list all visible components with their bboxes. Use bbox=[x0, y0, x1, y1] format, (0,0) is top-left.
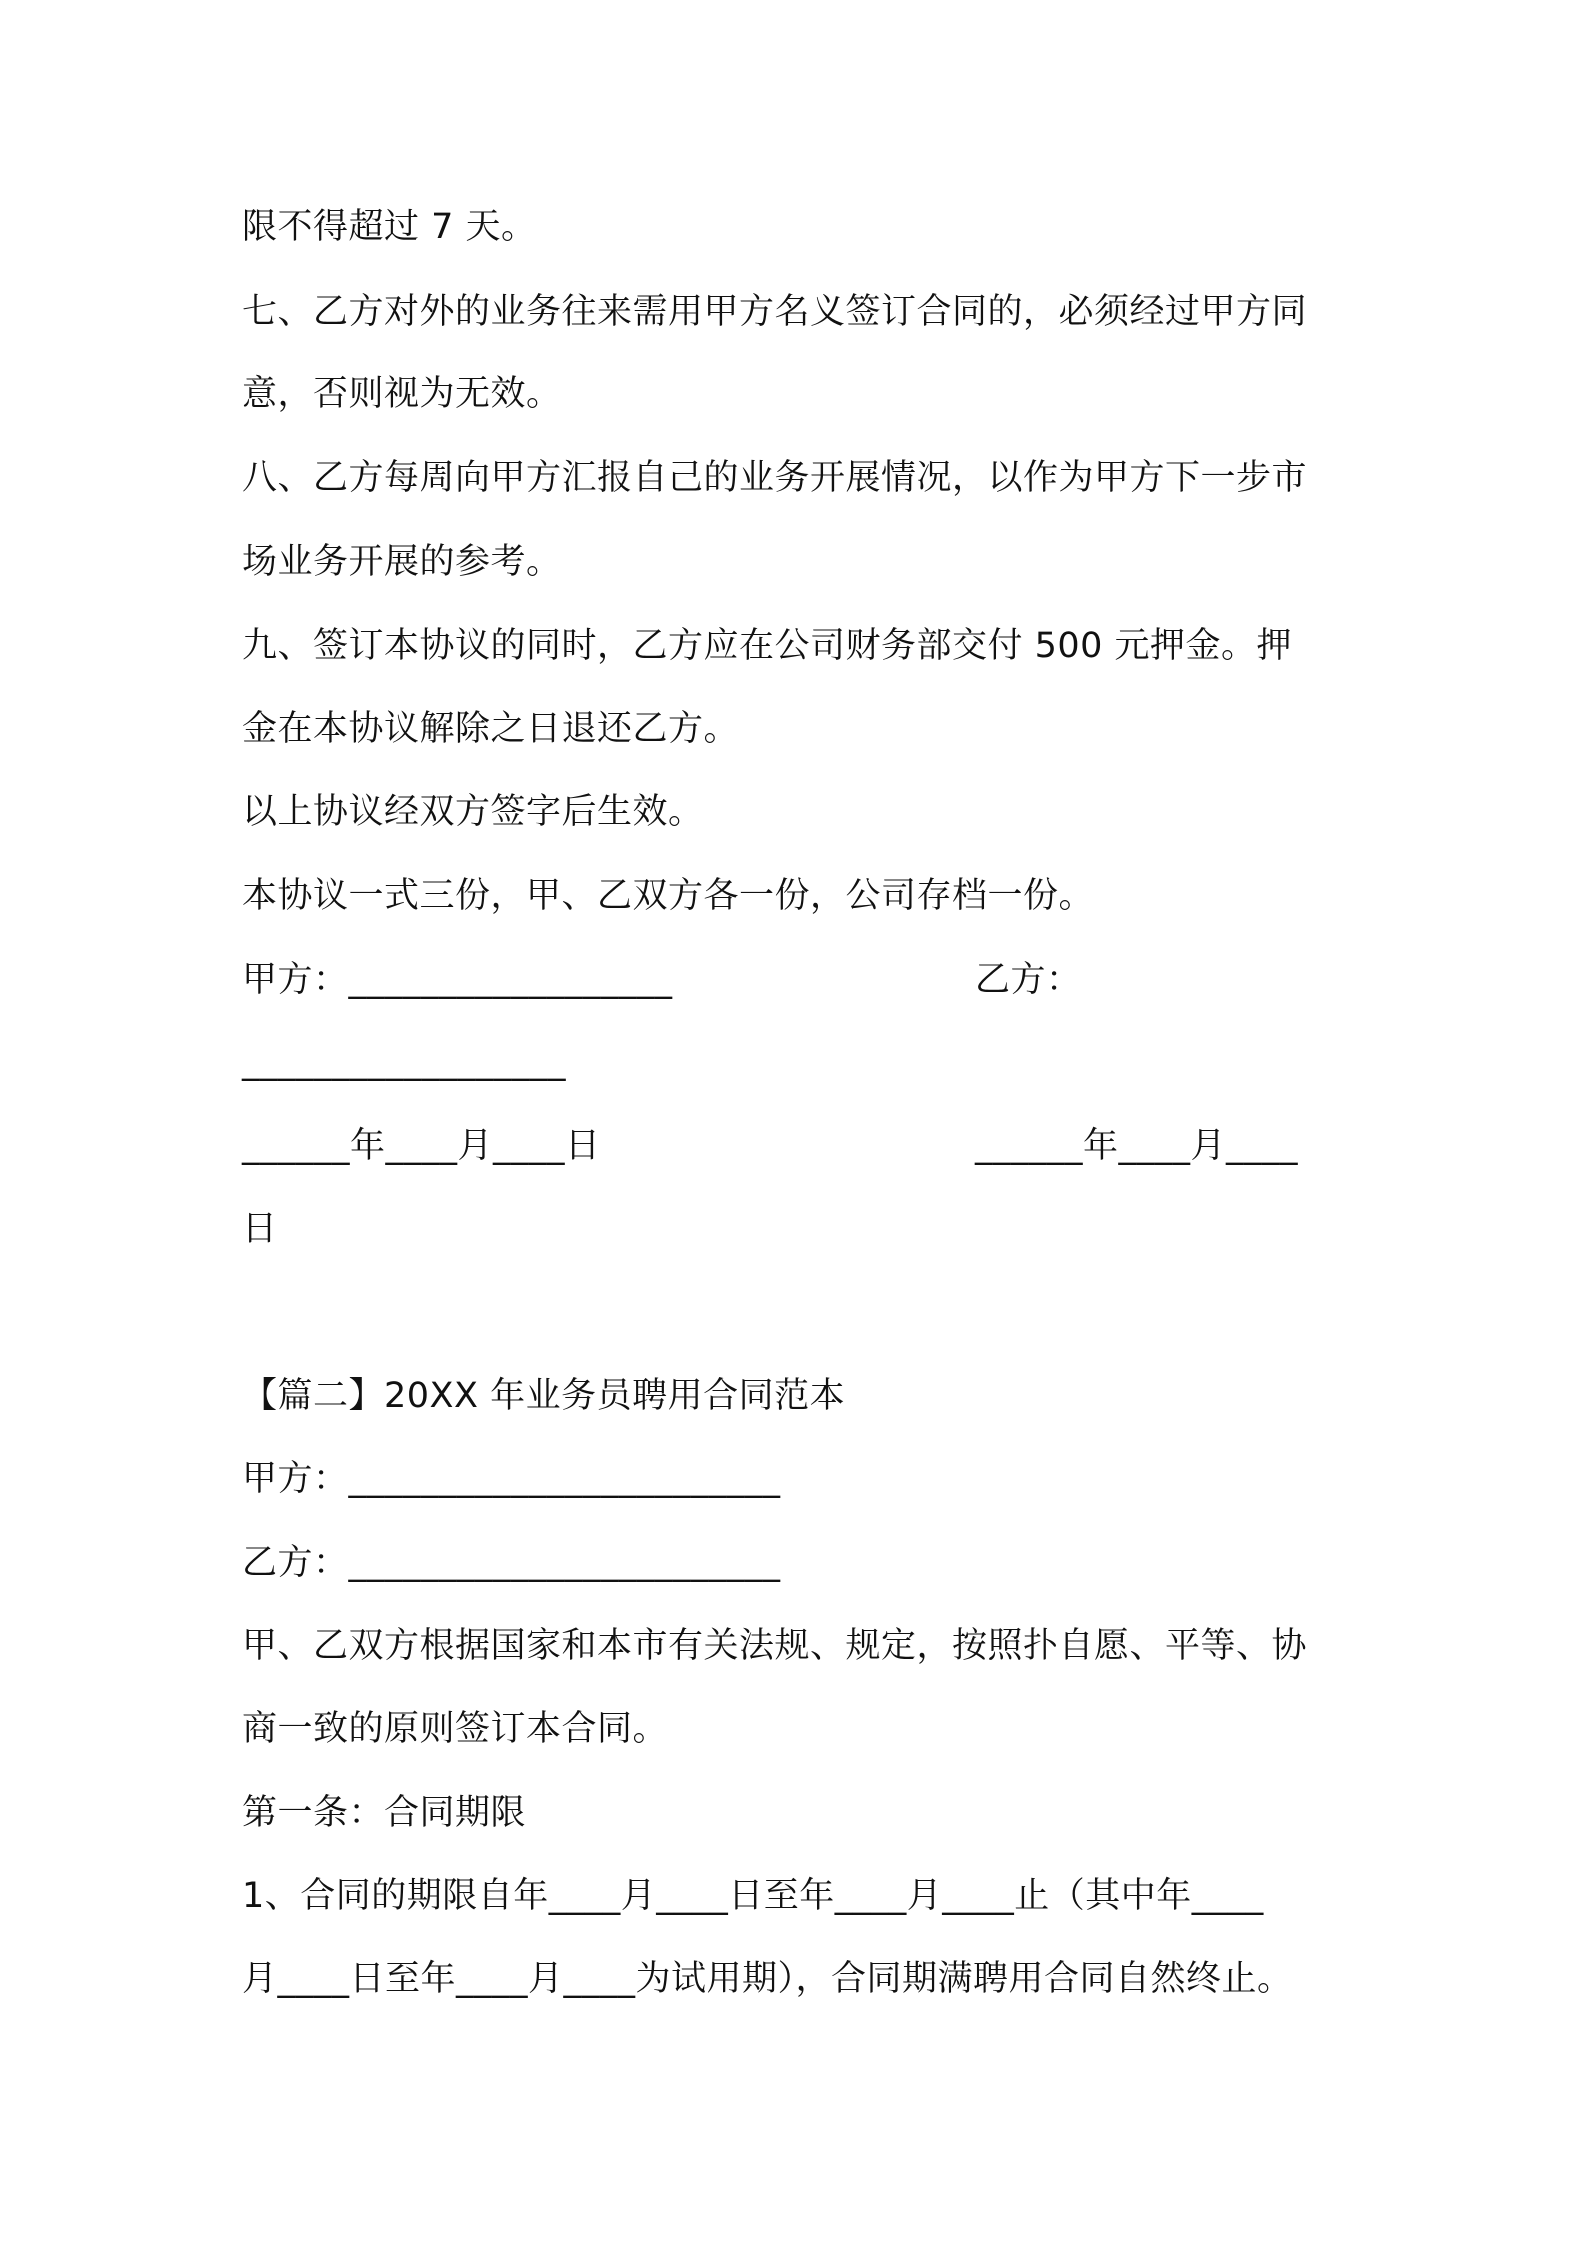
copies-statement: 本协议一式三份，甲、乙双方各一份，公司存档一份。 bbox=[242, 876, 1095, 916]
clause-nine-line-1: 九、签订本协议的同时，乙方应在公司财务部交付 500 元押金。押 bbox=[242, 626, 1293, 666]
section-heading: 【篇二】20XX 年业务员聘用合同范本 bbox=[242, 1376, 846, 1416]
party-b-date-day: 日 bbox=[242, 1209, 278, 1249]
effective-statement: 以上协议经双方签字后生效。 bbox=[242, 792, 704, 832]
term-line-2: 月____日至年____月____为试用期），合同期满聘用合同自然终止。 bbox=[242, 1959, 1293, 1999]
preamble-line-2: 商一致的原则签订本合同。 bbox=[242, 1709, 669, 1749]
clause-eight-line-1: 八、乙方每周向甲方汇报自己的业务开展情况，以作为甲方下一步市 bbox=[242, 458, 1308, 498]
party-b-signature-blank: __________________ bbox=[242, 1042, 566, 1082]
party-b-field: 乙方：________________________ bbox=[242, 1543, 781, 1583]
party-a-signature: 甲方：__________________ bbox=[242, 960, 673, 1000]
text-line: 限不得超过 7 天。 bbox=[242, 207, 537, 247]
clause-eight-line-2: 场业务开展的参考。 bbox=[242, 542, 562, 582]
clause-seven-line-2: 意，否则视为无效。 bbox=[242, 374, 562, 414]
preamble-line-1: 甲、乙双方根据国家和本市有关法规、规定，按照扑自愿、平等、协 bbox=[242, 1626, 1308, 1666]
party-a-date: ______年____月____日 bbox=[242, 1126, 601, 1166]
term-line-1: 1、合同的期限自年____月____日至年____月____止（其中年____ bbox=[242, 1876, 1264, 1916]
clause-seven-line-1: 七、乙方对外的业务往来需用甲方名义签订合同的，必须经过甲方同 bbox=[242, 292, 1308, 332]
party-b-date: ______年____月____ bbox=[975, 1126, 1299, 1166]
party-b-label: 乙方： bbox=[975, 960, 1082, 1000]
party-a-field: 甲方：________________________ bbox=[242, 1459, 781, 1499]
clause-nine-line-2: 金在本协议解除之日退还乙方。 bbox=[242, 709, 740, 749]
article-one-heading: 第一条：合同期限 bbox=[242, 1793, 527, 1833]
